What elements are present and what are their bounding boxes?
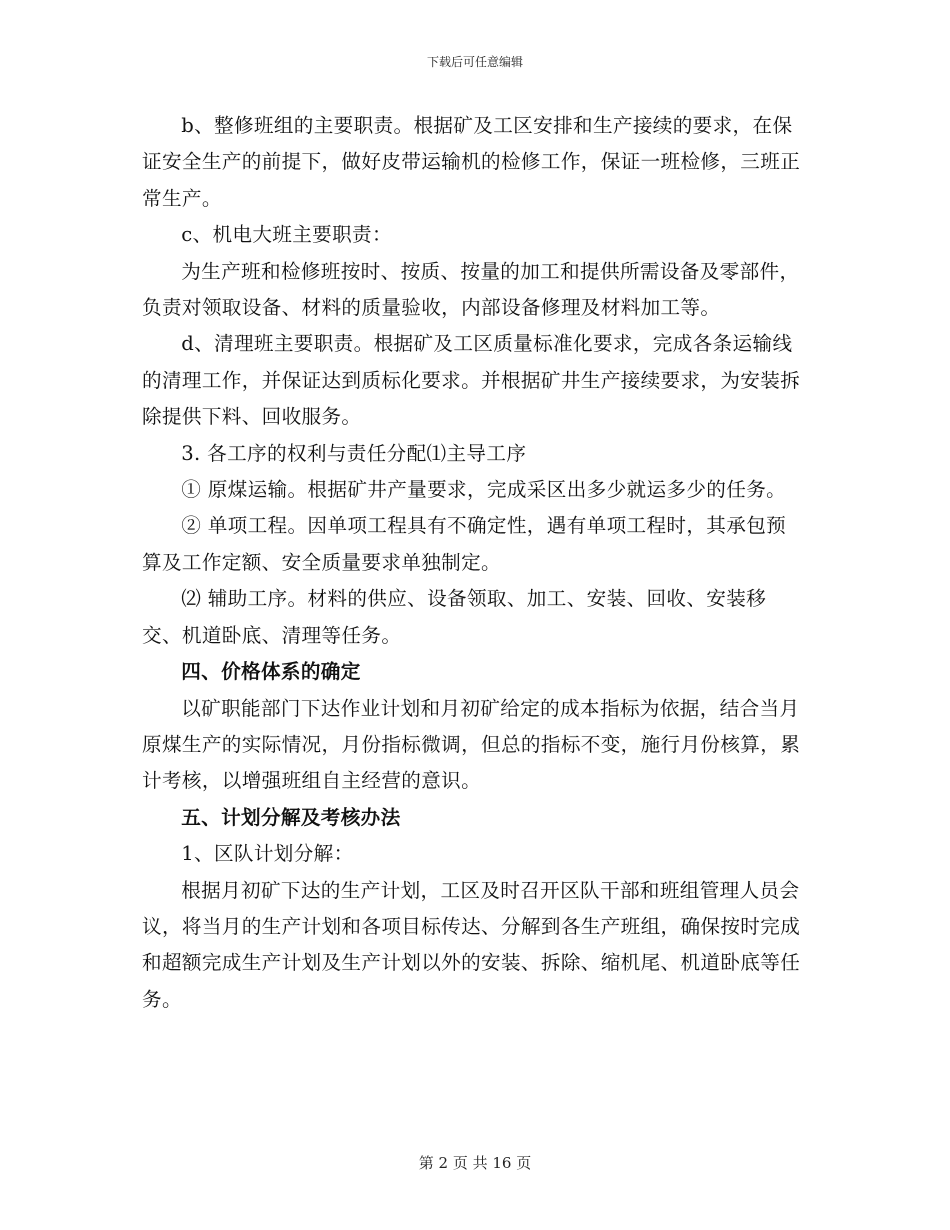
paragraph: ① 原煤运输。根据矿井产量要求，完成采区出多少就运多少的任务。	[181, 478, 787, 502]
paragraph: 根据月初矿下达的生产计划，工区及时召开区队干部和班组管理人员会议，将当月的生产计划和各项目标传达、分解到各生产班组，确保按时完成和超额完成生产计划及生产计划以外的安装、拆除、缩机尾、机道卧底等任务。	[142, 878, 801, 1011]
paragraph: ② 单项工程。因单项工程具有不确定性，遇有单项工程时，其承包预算及工作定额、安全质量要求单独制定。	[142, 514, 787, 574]
paragraph: c、机电大班主要职责：	[181, 223, 392, 247]
page-header: 下载后可任意编辑	[426, 55, 523, 69]
paragraph: ⑵ 辅助工序。材料的供应、设备领取、加工、安装、回收、安装移交、机道卧底、清理等任务。	[142, 587, 767, 647]
document-body	[142, 108, 802, 1018]
paragraph: 1、区队计划分解：	[181, 842, 354, 866]
page-number-footer: 第 2 页 共 16 页	[418, 1154, 532, 1172]
section-heading: 四、价格体系的确定	[181, 660, 361, 684]
paragraph: 以矿职能部门下达作业计划和月初矿给定的成本指标为依据，结合当月原煤生产的实际情况，月份指标微调，但总的指标不变，施行月份核算，累计考核，以增强班组自主经营的意识。	[142, 696, 801, 793]
paragraph: b、整修班组的主要职责。根据矿及工区安排和生产接续的要求，在保证安全生产的前提下，做好皮带运输机的检修工作，保证一班检修，三班正常生产。	[142, 114, 801, 210]
paragraph: d、清理班主要职责。根据矿及工区质量标准化要求，完成各条运输线的清理工作，并保证达到质标化要求。并根据矿井生产接续要求，为安装拆除提供下料、回收服务。	[142, 332, 801, 429]
section-heading: 五、计划分解及考核办法	[181, 805, 401, 829]
paragraph: 为生产班和检修班按时、按质、按量的加工和提供所需设备及零部件，负责对领取设备、材料的质量验收，内部设备修理及材料加工等。	[142, 259, 800, 320]
paragraph: 3. 各工序的权利与责任分配⑴主导工序	[181, 441, 527, 465]
